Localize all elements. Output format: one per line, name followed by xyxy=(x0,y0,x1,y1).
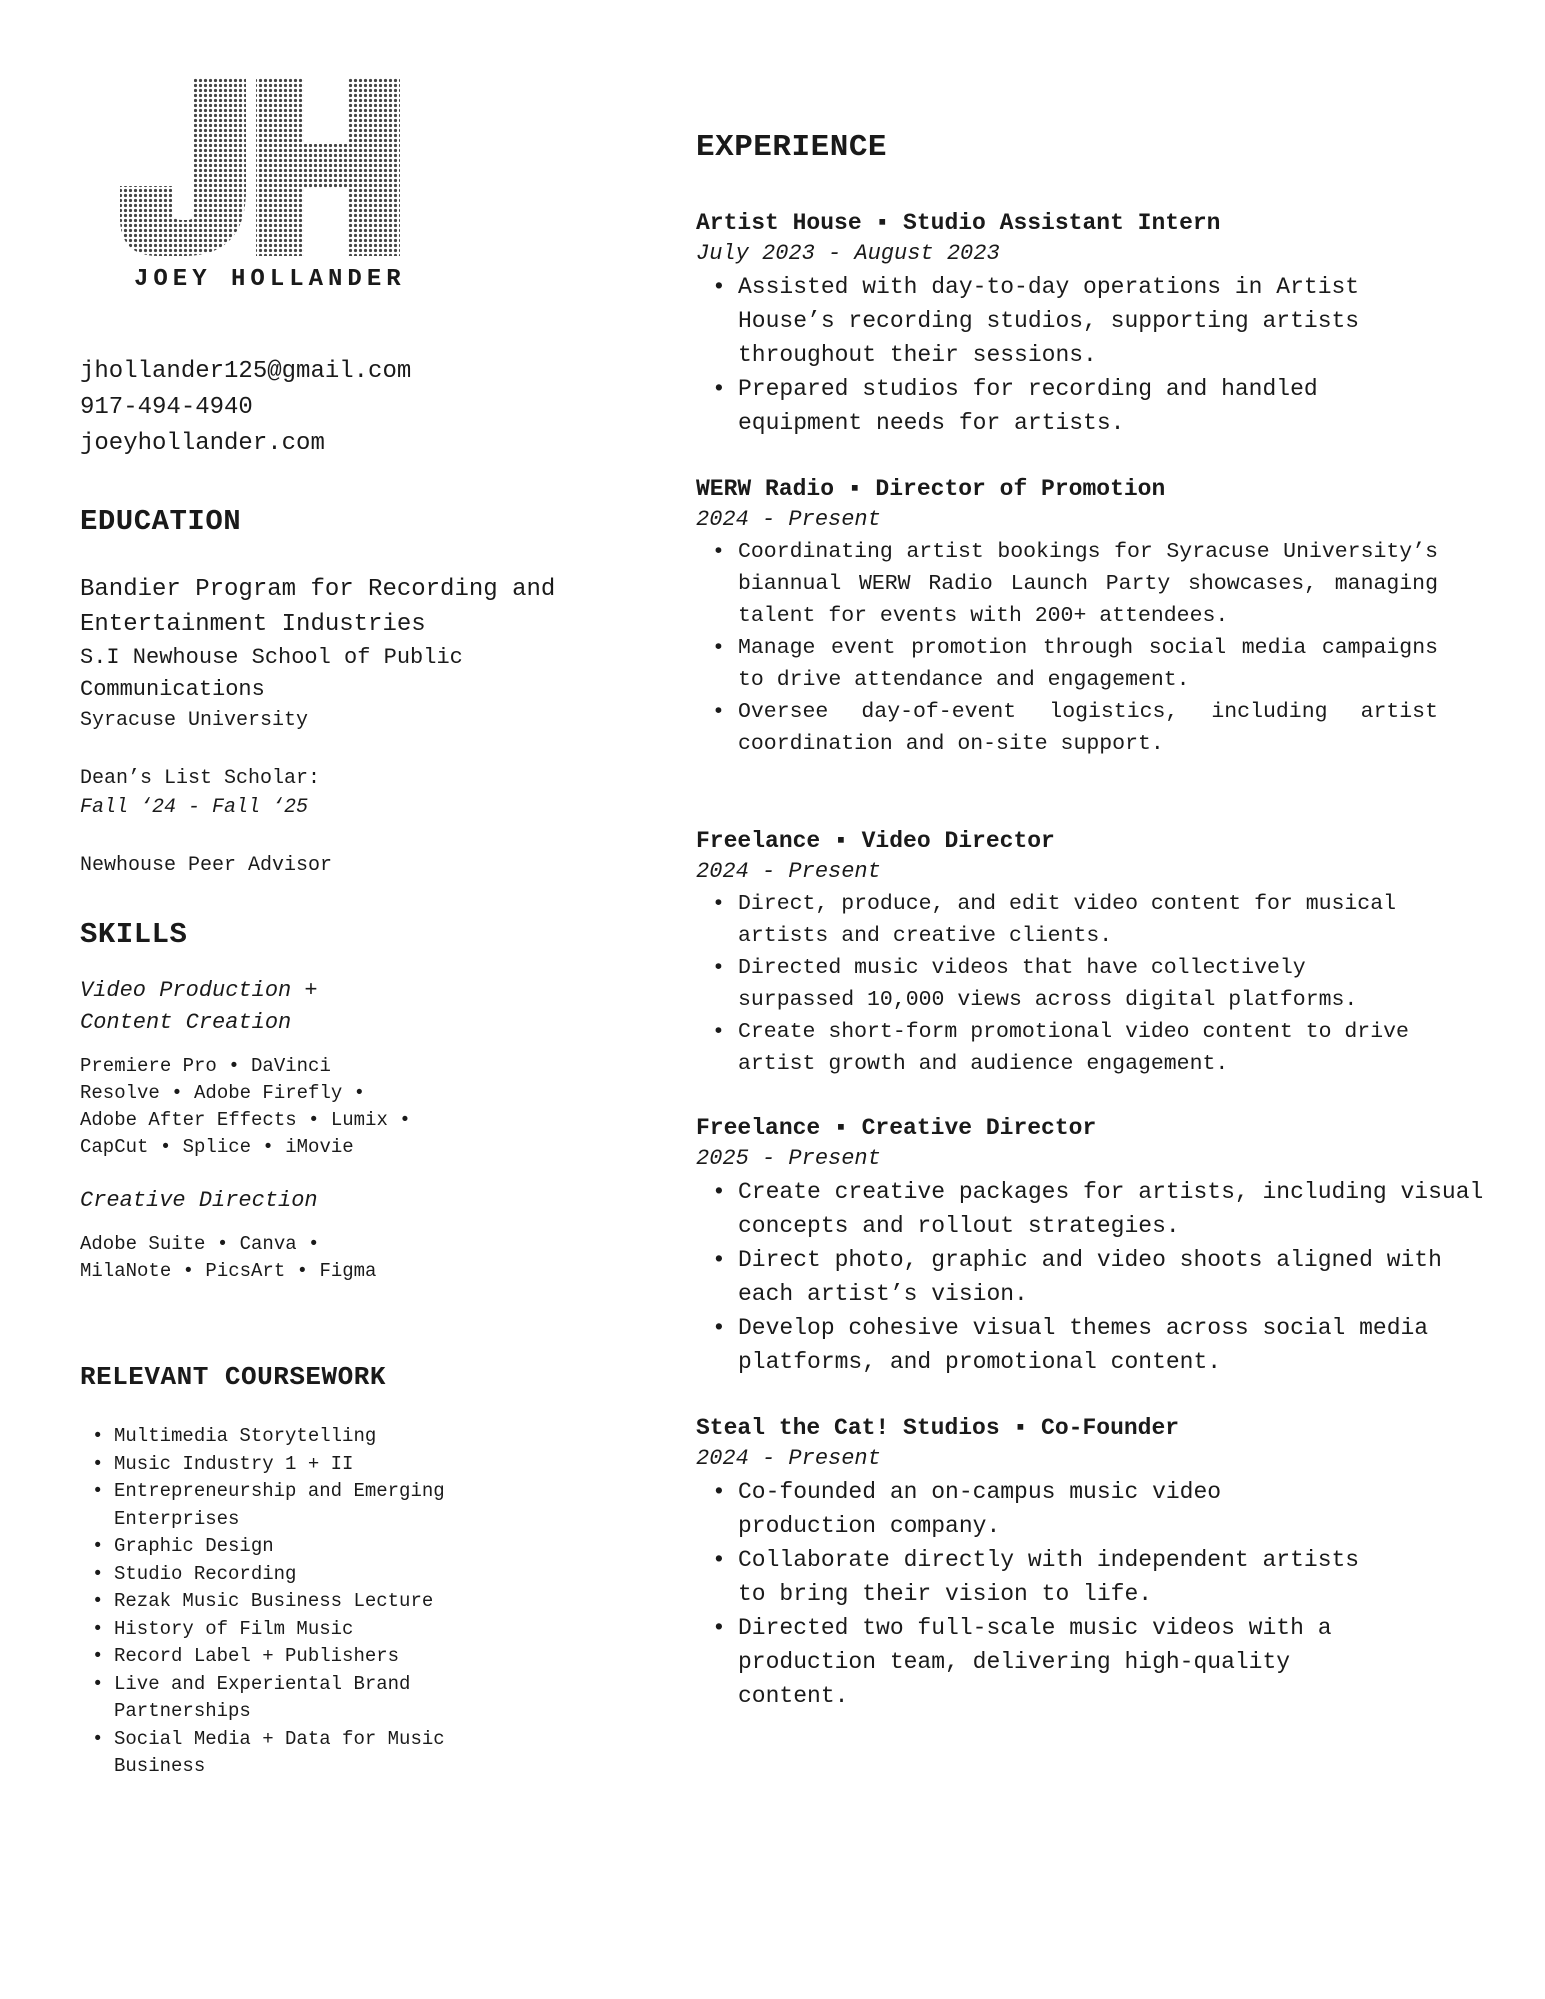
list-item: • Create creative packages for artists, including visual concepts and rollout strategies. xyxy=(708,1175,1508,1243)
job-dates: 2024 - Present xyxy=(696,859,881,884)
list-item: • Oversee day-of-event logistics, including artist coordination and on-site support. xyxy=(708,696,1438,760)
coursework-heading: RELEVANT COURSEWORK xyxy=(80,1362,386,1392)
list-item: • Music Industry 1 + II xyxy=(92,1451,512,1479)
university-name: Syracuse University xyxy=(80,709,309,732)
job-title: Steal the Cat! Studios ▪ Co-Founder xyxy=(696,1415,1180,1441)
phone-number: 917-494-4940 xyxy=(80,394,253,421)
peer-advisor-role: Newhouse Peer Advisor xyxy=(80,854,333,877)
program-name-line1: Bandier Program for Recording and xyxy=(80,576,556,603)
list-item: • Develop cohesive visual themes across social media platforms, and promotional content. xyxy=(708,1311,1508,1379)
list-item: • Coordinating artist bookings for Syracuse University’s biannual WERW Radio Launch Party showcases, managing talent for events with 200+ attendees. xyxy=(708,536,1438,632)
list-item: • Create short-form promotional video content to drive artist growth and audience engagement. xyxy=(708,1016,1428,1080)
education-section xyxy=(80,572,640,880)
contact-info xyxy=(80,354,640,462)
experience-heading: EXPERIENCE xyxy=(696,130,888,165)
list-item: • Prepared studios for recording and handled equipment needs for artists. xyxy=(708,372,1398,440)
job-entry xyxy=(696,474,1436,760)
job-title: Artist House ▪ Studio Assistant Intern xyxy=(696,210,1221,236)
list-item: • Graphic Design xyxy=(92,1533,512,1561)
honor-label: Dean’s List Scholar: xyxy=(80,767,321,790)
list-item: • Direct photo, graphic and video shoots aligned with each artist’s vision. xyxy=(708,1243,1508,1311)
job-entry xyxy=(696,208,1396,440)
website-link[interactable]: joeyhollander.com xyxy=(80,430,325,457)
skill-category-name: Video Production + xyxy=(80,978,318,1003)
program-name-line2: Entertainment Industries xyxy=(80,611,426,638)
job-title: Freelance ▪ Video Director xyxy=(696,828,1055,854)
job-entry xyxy=(696,826,1436,1080)
skill-tools-line: Adobe Suite • Canva • xyxy=(80,1233,320,1255)
coursework-list xyxy=(92,1423,512,1781)
list-item: • Entrepreneurship and Emerging Enterprises xyxy=(92,1478,512,1533)
list-item: • Multimedia Storytelling xyxy=(92,1423,512,1451)
skill-category-name: Content Creation xyxy=(80,1010,292,1035)
skills-section xyxy=(80,975,500,1285)
list-item: • Record Label + Publishers xyxy=(92,1643,512,1671)
job-bullets xyxy=(708,1175,1508,1379)
logo-letter-h xyxy=(256,78,400,256)
job-dates: 2024 - Present xyxy=(696,1446,881,1471)
list-item: • Rezak Music Business Lecture xyxy=(92,1588,512,1616)
email-link[interactable]: jhollander125@gmail.com xyxy=(80,358,412,385)
honor-dates: Fall ‘24 - Fall ‘25 xyxy=(80,796,309,819)
job-entry xyxy=(696,1113,1496,1379)
list-item: • Co-founded an on-campus music video production company. xyxy=(708,1475,1368,1543)
list-item: • Live and Experiental Brand Partnerships xyxy=(92,1671,512,1726)
list-item: • Social Media + Data for Music Business xyxy=(92,1726,512,1781)
job-dates: 2025 - Present xyxy=(696,1146,881,1171)
jh-monogram-logo xyxy=(118,78,403,258)
job-bullets xyxy=(708,270,1398,440)
logo-letter-j xyxy=(120,78,246,256)
job-bullets xyxy=(708,1475,1368,1713)
school-name-line2: Communications xyxy=(80,677,265,702)
list-item: • Assisted with day-to-day operations in Artist House’s recording studios, supporting artists throughout their sessions. xyxy=(708,270,1398,372)
list-item: • Studio Recording xyxy=(92,1561,512,1589)
skill-tools-line: MilaNote • PicsArt • Figma xyxy=(80,1260,377,1282)
list-item: • History of Film Music xyxy=(92,1616,512,1644)
list-item: • Direct, produce, and edit video content for musical artists and creative clients. xyxy=(708,888,1428,952)
job-dates: 2024 - Present xyxy=(696,507,881,532)
job-dates: July 2023 - August 2023 xyxy=(696,241,1000,266)
skill-tools-line: CapCut • Splice • iMovie xyxy=(80,1136,354,1158)
job-title: Freelance ▪ Creative Director xyxy=(696,1115,1097,1141)
list-item: • Manage event promotion through social media campaigns to drive attendance and engagement. xyxy=(708,632,1438,696)
job-bullets xyxy=(708,888,1428,1080)
job-bullets xyxy=(708,536,1438,760)
skill-tools-line: Premiere Pro • DaVinci xyxy=(80,1055,331,1077)
skills-heading: SKILLS xyxy=(80,918,188,951)
skill-tools-line: Resolve • Adobe Firefly • xyxy=(80,1082,366,1104)
logo-letters: JH xyxy=(118,78,120,79)
education-heading: EDUCATION xyxy=(80,505,242,538)
list-item: • Directed music videos that have collectively surpassed 10,000 views across digital platforms. xyxy=(708,952,1428,1016)
skill-tools-line: Adobe After Effects • Lumix • xyxy=(80,1109,411,1131)
list-item: • Directed two full-scale music videos with a production team, delivering high-quality content. xyxy=(708,1611,1368,1713)
job-title: WERW Radio ▪ Director of Promotion xyxy=(696,476,1166,502)
skill-category-name: Creative Direction xyxy=(80,1188,318,1213)
job-entry xyxy=(696,1413,1396,1713)
applicant-name: JOEY HOLLANDER xyxy=(134,266,406,293)
school-name-line1: S.I Newhouse School of Public xyxy=(80,645,463,670)
list-item: • Collaborate directly with independent artists to bring their vision to life. xyxy=(708,1543,1368,1611)
